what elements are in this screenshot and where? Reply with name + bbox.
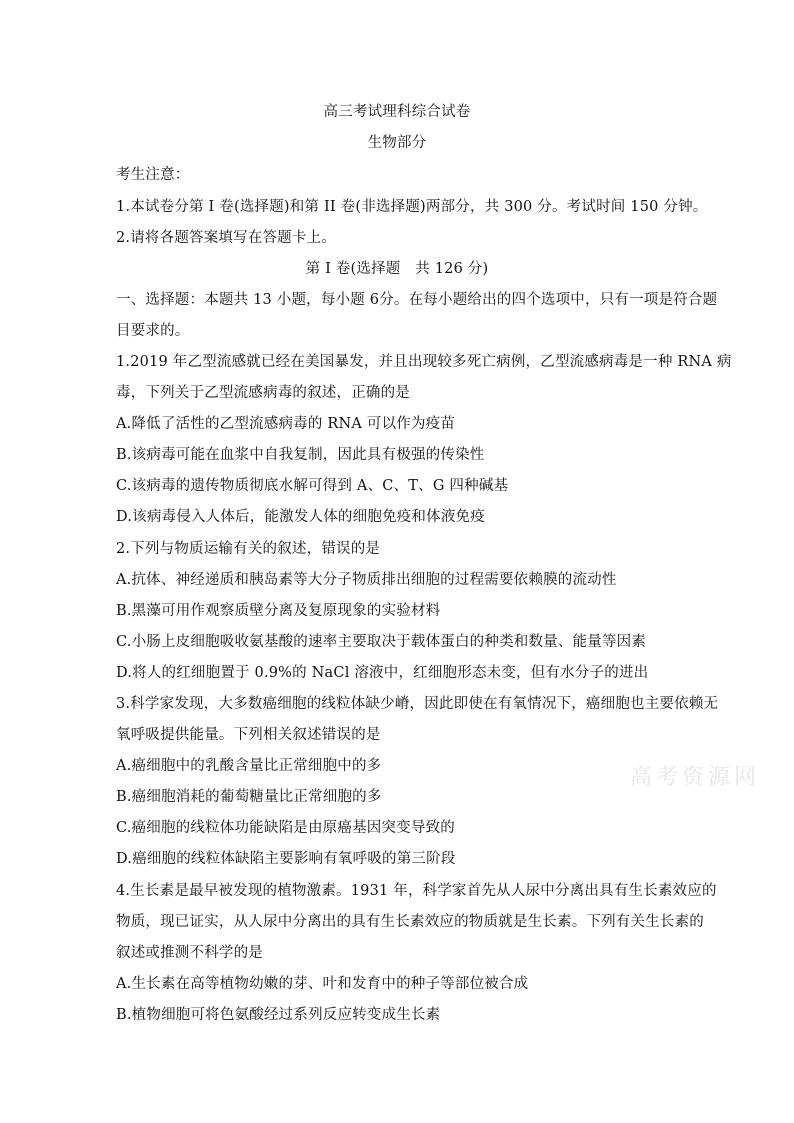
question-option: B.黑藻可用作观察质壁分离及复原现象的实验材料: [116, 603, 441, 619]
section-instruction: 目要求的。: [116, 323, 190, 339]
question-option: D.将人的红细胞置于 0.9%的 NaCl 溶液中，红细胞形态未变，但有水分子的进出: [116, 665, 649, 681]
section-title: 第 I 卷(选择题 共 126 分): [305, 261, 489, 277]
question-stem: 氧呼吸提供能量。下列相关叙述错误的是: [116, 727, 381, 743]
notice-item: 1.本试卷分第 I 卷(选择题)和第 II 卷(非选择题)两部分，共 300 分。考试时间 150 分钟。: [116, 199, 708, 215]
question-stem: 1.2019 年乙型流感就已经在美国暴发，并且出现较多死亡病例，乙型流感病毒是一种 RNA 病: [116, 354, 732, 370]
exam-title: 高三考试理科综合试卷: [323, 104, 471, 120]
question-option: C.癌细胞的线粒体功能缺陷是由原癌基因突变导致的: [116, 820, 455, 836]
question-option: A.抗体、神经递质和胰岛素等大分子物质排出细胞的过程需要依赖膜的流动性: [116, 572, 617, 588]
question-stem: 毒，下列关于乙型流感病毒的叙述，正确的是: [116, 385, 410, 401]
question-option: A.生长素在高等植物幼嫩的芽、叶和发育中的种子等部位被合成: [116, 976, 529, 992]
question-option: D.该病毒侵入人体后，能激发人体的细胞免疫和体液免疫: [116, 509, 485, 525]
question-stem: 4.生长素是最早被发现的植物激素。1931 年，科学家首先从人尿中分离出具有生长素效应的: [116, 883, 717, 899]
question-option: C.小肠上皮细胞吸收氨基酸的速率主要取决于载体蛋白的种类和数量、能量等因素: [116, 634, 647, 650]
exam-subtitle: 生物部分: [367, 135, 427, 151]
notice-heading: 考生注意：: [116, 167, 190, 183]
notice-item: 2.请将各题答案填写在答题卡上。: [116, 230, 337, 246]
question-option: C.该病毒的遗传物质彻底水解可得到 A、C、T、G 四种碱基: [116, 478, 509, 494]
question-stem: 物质，现已证实，从人尿中分离出的具有生长素效应的物质就是生长素。下列有关生长素的: [116, 914, 704, 930]
question-stem: 叙述或推测不科学的是: [116, 945, 263, 961]
question-stem: 3.科学家发现，大多数癌细胞的线粒体缺少嵴，因此即使在有氧情况下，癌细胞也主要依赖无: [116, 696, 719, 712]
watermark: 高考资源网: [630, 765, 761, 790]
question-option: B.植物细胞可将色氨酸经过系列反应转变成生长素: [116, 1007, 441, 1023]
question-option: D.癌细胞的线粒体缺陷主要影响有氧呼吸的第三阶段: [116, 851, 456, 867]
question-option: B.该病毒可能在血浆中自我复制，因此具有极强的传染性: [116, 447, 485, 463]
question-stem: 2.下列与物质运输有关的叙述，错误的是: [116, 541, 381, 557]
question-option: B.癌细胞消耗的葡萄糖量比正常细胞的多: [116, 789, 382, 805]
question-option: A.降低了活性的乙型流感病毒的 RNA 可以作为疫苗: [116, 416, 456, 432]
question-option: A.癌细胞中的乳酸含量比正常细胞中的多: [116, 758, 382, 774]
section-instruction: 一、选择题：本题共 13 小题，每小题 6分。在每小题给出的四个选项中，只有一项是符合题: [116, 292, 718, 308]
